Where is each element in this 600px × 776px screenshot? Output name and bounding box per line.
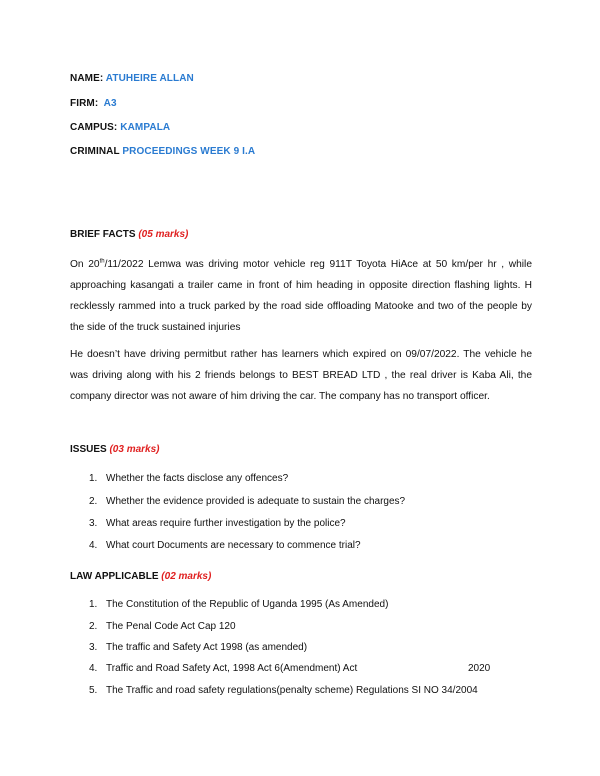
issues-title: ISSUES bbox=[70, 444, 107, 455]
facts-p1-sup: th bbox=[99, 258, 105, 265]
campus-label: CAMPUS: bbox=[70, 122, 118, 133]
facts-p2-text: He doesn’t have driving permitbut rather has learners which expired on 09/07/2022. The vehicle he was driving along with his 2 friends belongs to BEST BREAD LTD , the real driver is Kaba Ali, the company director was not aware of him driving the car. The company has no transport officer. bbox=[70, 349, 532, 402]
name-label: NAME: bbox=[70, 73, 104, 84]
firm-label: FIRM: bbox=[70, 98, 99, 109]
law-heading bbox=[70, 571, 211, 582]
subject-label: CRIMINAL bbox=[70, 146, 120, 157]
list-item: 5. The Traffic and road safety regulations(penalty scheme) Regulations SI NO 34/2004 bbox=[89, 685, 478, 696]
brief-facts-marks: (05 marks) bbox=[138, 229, 189, 240]
brief-facts-title: BRIEF FACTS bbox=[70, 229, 136, 240]
campus-value: KAMPALA bbox=[120, 122, 171, 133]
issues-heading bbox=[70, 444, 160, 455]
brief-facts-paragraph-2 bbox=[70, 344, 532, 407]
subject-value: PROCEEDINGS WEEK 9 I.A bbox=[122, 146, 256, 157]
list-item: 2. The Penal Code Act Cap 120 bbox=[89, 621, 236, 632]
firm-value: A3 bbox=[103, 98, 117, 109]
law-title: LAW APPLICABLE bbox=[70, 571, 159, 582]
law-year: 2020 bbox=[468, 663, 491, 674]
name-line bbox=[70, 73, 194, 84]
issues-marks: (03 marks) bbox=[109, 444, 160, 455]
subject-line bbox=[70, 146, 255, 157]
brief-facts-heading bbox=[70, 229, 188, 240]
list-item: 1. The Constitution of the Republic of Uganda 1995 (As Amended) bbox=[89, 599, 389, 610]
firm-line bbox=[70, 98, 117, 109]
brief-facts-paragraph-1 bbox=[70, 254, 532, 338]
facts-p1-start: On 20 bbox=[70, 259, 100, 270]
list-item: 1. Whether the facts disclose any offences? bbox=[89, 473, 289, 484]
list-item: 3. The traffic and Safety Act 1998 (as amended) bbox=[89, 642, 308, 653]
law-marks: (02 marks) bbox=[161, 571, 212, 582]
list-item: 2. Whether the evidence provided is adequate to sustain the charges? bbox=[89, 496, 406, 507]
list-item: 4. Traffic and Road Safety Act, 1998 Act 6(Amendment) Act 2020 bbox=[89, 663, 491, 674]
name-value: ATUHEIRE ALLAN bbox=[105, 73, 194, 84]
list-item: 4. What court Documents are necessary to commence trial? bbox=[89, 540, 361, 551]
list-item: 3. What areas require further investigation by the police? bbox=[89, 518, 346, 529]
campus-line bbox=[70, 122, 170, 133]
facts-p1-rest: /11/2022 Lemwa was driving motor vehicle reg 911T Toyota HiAce at 50 km/per hr , while approaching kasangati a trailer came in front of him heading in opposite direction flashing lights. H recklessly rammed into a truck parked by the road side offloading Matooke and two of the people by the side of the truck sustained injuries bbox=[70, 259, 532, 333]
